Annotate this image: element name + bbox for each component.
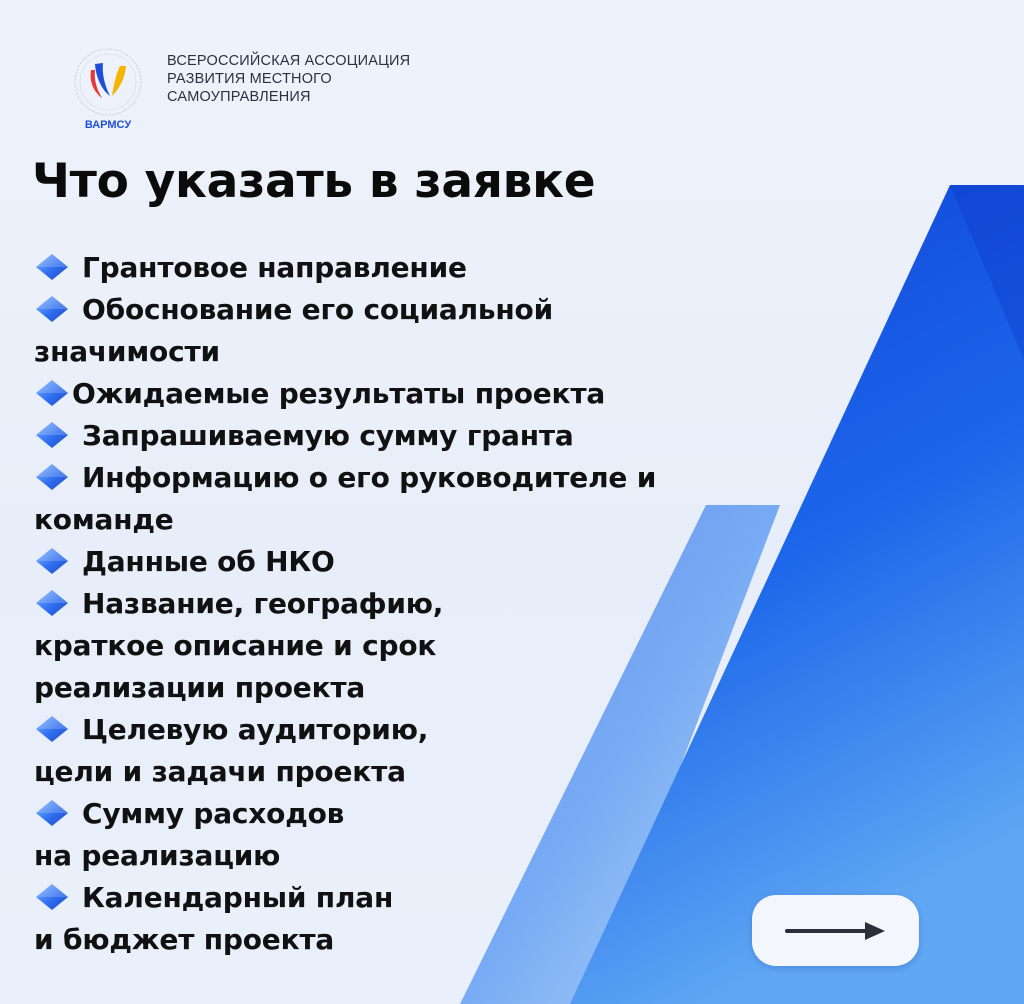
blue-diamond-icon <box>34 378 70 408</box>
list-item <box>34 835 656 877</box>
list-item <box>34 793 656 835</box>
list-item-text: Обоснование его социальной <box>82 293 554 326</box>
list-item <box>34 289 656 331</box>
list-item-text: Данные об НКО <box>82 545 335 578</box>
list-item-text: реализации проекта <box>34 671 366 704</box>
blue-diamond-icon <box>34 882 70 912</box>
list-item <box>34 625 656 667</box>
blue-diamond-icon <box>34 252 70 282</box>
blue-diamond-icon <box>34 714 70 744</box>
list-item <box>34 541 656 583</box>
list-item <box>34 415 656 457</box>
requirements-list <box>34 247 656 961</box>
list-item-text: Грантовое направление <box>82 251 467 284</box>
blue-diamond-icon <box>34 294 70 324</box>
list-item <box>34 247 656 289</box>
list-item <box>34 457 656 499</box>
list-item-text: Название, географию, <box>82 587 444 620</box>
next-button[interactable] <box>752 895 919 966</box>
list-item-text: на реализацию <box>34 839 281 872</box>
blue-diamond-icon <box>34 588 70 618</box>
list-item <box>34 919 656 961</box>
list-item-text: Целевую аудиторию, <box>82 713 429 746</box>
list-item-text: значимости <box>34 335 220 368</box>
organization-name <box>167 52 410 106</box>
list-item <box>34 331 656 373</box>
blue-diamond-icon <box>34 420 70 450</box>
organization-name-line: РАЗВИТИЯ МЕСТНОГО <box>167 71 332 87</box>
organization-name-line: ВСЕРОССИЙСКАЯ АССОЦИАЦИЯ <box>167 53 411 69</box>
list-item <box>34 583 656 625</box>
list-item <box>34 499 656 541</box>
list-item <box>34 373 656 415</box>
page-title: Что указать в заявке <box>32 154 596 209</box>
list-item <box>34 667 656 709</box>
list-item <box>34 877 656 919</box>
blue-diamond-icon <box>34 546 70 576</box>
list-item-text: и бюджет проекта <box>34 923 335 956</box>
list-item-text: Информацию о его руководителе и <box>82 461 657 494</box>
blue-diamond-icon <box>34 462 70 492</box>
blue-diamond-icon <box>34 798 70 828</box>
list-item-text: команде <box>34 503 174 536</box>
list-item <box>34 751 656 793</box>
varmsu-logo <box>58 40 158 132</box>
list-item-text: цели и задачи проекта <box>34 755 406 788</box>
list-item-text: краткое описание и срок <box>34 629 437 662</box>
list-item-text: Запрашиваемую сумму гранта <box>82 419 574 452</box>
arrow-right-icon <box>785 919 887 943</box>
organization-name-line: САМОУПРАВЛЕНИЯ <box>167 89 311 105</box>
list-item-text: Сумму расходов <box>82 797 345 830</box>
list-item <box>34 709 656 751</box>
logo-abbreviation: ВАРМСУ <box>84 119 132 131</box>
list-item-text: Календарный план <box>82 881 394 914</box>
list-item-text: Ожидаемые результаты проекта <box>72 377 606 410</box>
